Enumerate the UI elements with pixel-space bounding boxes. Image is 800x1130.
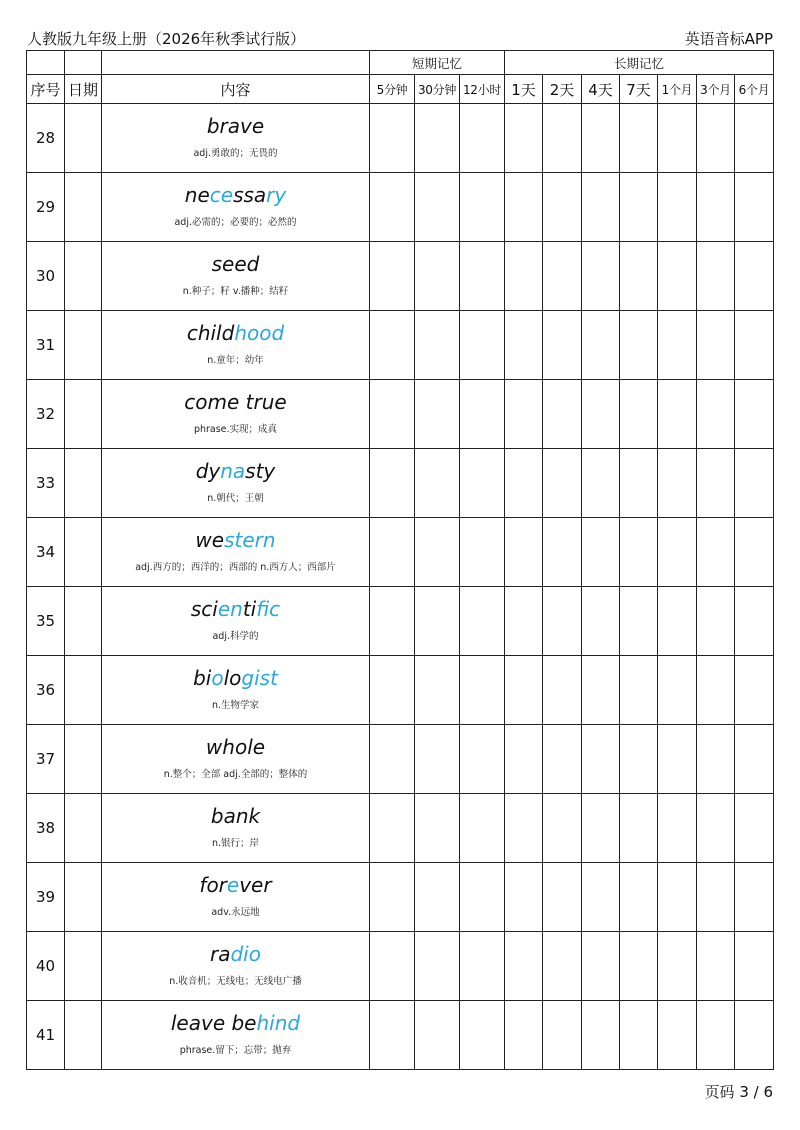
review-checkbox-cell[interactable] bbox=[370, 242, 415, 311]
word-definition: adv.永远地 bbox=[211, 907, 260, 918]
review-checkbox-cell[interactable] bbox=[415, 1001, 460, 1070]
review-checkbox-cell[interactable] bbox=[697, 863, 735, 932]
word-syllable-highlighted: o bbox=[211, 666, 224, 690]
review-checkbox-cell[interactable] bbox=[697, 173, 735, 242]
row-index: 35 bbox=[27, 587, 65, 656]
content-cell bbox=[102, 656, 370, 725]
review-checkbox-cell[interactable] bbox=[658, 863, 697, 932]
review-checkbox-cell[interactable] bbox=[735, 656, 774, 725]
word-definition: n.银行；岸 bbox=[211, 838, 260, 849]
word-syllable: brave bbox=[206, 114, 265, 138]
review-checkbox-cell[interactable] bbox=[370, 863, 415, 932]
review-checkbox-cell[interactable] bbox=[620, 380, 658, 449]
review-checkbox-cell[interactable] bbox=[620, 242, 658, 311]
review-checkbox-cell[interactable] bbox=[505, 518, 543, 587]
review-checkbox-cell[interactable] bbox=[543, 863, 582, 932]
date-cell bbox=[65, 242, 102, 311]
review-checkbox-cell[interactable] bbox=[460, 380, 505, 449]
review-checkbox-cell[interactable] bbox=[697, 311, 735, 380]
column-header-row bbox=[27, 75, 774, 104]
review-checkbox-cell[interactable] bbox=[460, 104, 505, 173]
table-row bbox=[27, 104, 774, 173]
table-row bbox=[27, 380, 774, 449]
word-definition: n.整个；全部 adj.全部的；整体的 bbox=[163, 769, 308, 780]
review-checkbox-cell[interactable] bbox=[620, 449, 658, 518]
vocabulary-word bbox=[102, 182, 369, 208]
table-row bbox=[27, 311, 774, 380]
table-row bbox=[27, 1001, 774, 1070]
review-checkbox-cell[interactable] bbox=[370, 1001, 415, 1070]
review-checkbox-cell[interactable] bbox=[460, 449, 505, 518]
row-index: 40 bbox=[27, 932, 65, 1001]
content-cell bbox=[102, 932, 370, 1001]
table-row bbox=[27, 449, 774, 518]
review-checkbox-cell[interactable] bbox=[415, 587, 460, 656]
review-interval-header: 5分钟 bbox=[370, 75, 415, 104]
word-syllable: bank bbox=[210, 804, 261, 828]
review-checkbox-cell[interactable] bbox=[543, 1001, 582, 1070]
table-row bbox=[27, 656, 774, 725]
word-syllable: whole bbox=[205, 735, 266, 759]
review-checkbox-cell[interactable] bbox=[370, 725, 415, 794]
review-checkbox-cell[interactable] bbox=[543, 173, 582, 242]
review-checkbox-cell[interactable] bbox=[620, 587, 658, 656]
review-checkbox-cell[interactable] bbox=[505, 656, 543, 725]
date-cell bbox=[65, 449, 102, 518]
review-checkbox-cell[interactable] bbox=[370, 587, 415, 656]
table-row bbox=[27, 518, 774, 587]
review-checkbox-cell[interactable] bbox=[415, 932, 460, 1001]
date-cell bbox=[65, 518, 102, 587]
review-checkbox-cell[interactable] bbox=[505, 242, 543, 311]
review-checkbox-cell[interactable] bbox=[415, 380, 460, 449]
word-syllable: lo bbox=[223, 666, 242, 690]
row-index: 28 bbox=[27, 104, 65, 173]
short-term-memory-header: 短期记忆 bbox=[370, 51, 505, 75]
review-checkbox-cell[interactable] bbox=[735, 173, 774, 242]
date-cell bbox=[65, 104, 102, 173]
review-checkbox-cell[interactable] bbox=[620, 794, 658, 863]
review-checkbox-cell[interactable] bbox=[543, 932, 582, 1001]
row-index: 38 bbox=[27, 794, 65, 863]
review-checkbox-cell[interactable] bbox=[582, 173, 620, 242]
review-checkbox-cell[interactable] bbox=[735, 242, 774, 311]
table-row bbox=[27, 242, 774, 311]
review-checkbox-cell[interactable] bbox=[697, 518, 735, 587]
review-checkbox-cell[interactable] bbox=[415, 656, 460, 725]
word-definition: adj.勇敢的；无畏的 bbox=[193, 148, 278, 159]
review-interval-header: 6个月 bbox=[735, 75, 774, 104]
word-syllable-highlighted: gist bbox=[241, 666, 278, 690]
content-cell bbox=[102, 863, 370, 932]
review-checkbox-cell[interactable] bbox=[543, 794, 582, 863]
review-checkbox-cell[interactable] bbox=[460, 932, 505, 1001]
word-syllable-highlighted: stern bbox=[224, 528, 276, 552]
review-checkbox-cell[interactable] bbox=[735, 863, 774, 932]
review-checkbox-cell[interactable] bbox=[697, 932, 735, 1001]
word-syllable-highlighted: hind bbox=[256, 1011, 301, 1035]
review-checkbox-cell[interactable] bbox=[505, 587, 543, 656]
review-checkbox-cell[interactable] bbox=[370, 932, 415, 1001]
vocabulary-word bbox=[102, 320, 369, 346]
review-checkbox-cell[interactable] bbox=[460, 173, 505, 242]
review-checkbox-cell[interactable] bbox=[370, 380, 415, 449]
review-checkbox-cell[interactable] bbox=[735, 725, 774, 794]
review-checkbox-cell[interactable] bbox=[415, 863, 460, 932]
word-definition: phrase.实现；成真 bbox=[193, 424, 278, 435]
word-definition: phrase.留下；忘带；抛弃 bbox=[179, 1045, 292, 1056]
review-checkbox-cell[interactable] bbox=[543, 311, 582, 380]
row-index: 29 bbox=[27, 173, 65, 242]
date-cell bbox=[65, 932, 102, 1001]
date-column-header: 日期 bbox=[65, 75, 102, 104]
review-checkbox-cell[interactable] bbox=[543, 656, 582, 725]
review-checkbox-cell[interactable] bbox=[460, 656, 505, 725]
review-checkbox-cell[interactable] bbox=[582, 587, 620, 656]
review-checkbox-cell[interactable] bbox=[658, 104, 697, 173]
review-checkbox-cell[interactable] bbox=[582, 104, 620, 173]
review-checkbox-cell[interactable] bbox=[582, 656, 620, 725]
table-row bbox=[27, 932, 774, 1001]
review-checkbox-cell[interactable] bbox=[460, 587, 505, 656]
review-checkbox-cell[interactable] bbox=[582, 380, 620, 449]
review-checkbox-cell[interactable] bbox=[620, 173, 658, 242]
review-checkbox-cell[interactable] bbox=[735, 1001, 774, 1070]
row-index: 34 bbox=[27, 518, 65, 587]
table-row bbox=[27, 863, 774, 932]
review-checkbox-cell[interactable] bbox=[658, 587, 697, 656]
review-checkbox-cell[interactable] bbox=[735, 380, 774, 449]
vocabulary-word bbox=[102, 665, 369, 691]
app-name: 英语音标APP bbox=[684, 30, 773, 48]
review-checkbox-cell[interactable] bbox=[415, 173, 460, 242]
review-checkbox-cell[interactable] bbox=[505, 863, 543, 932]
review-checkbox-cell[interactable] bbox=[697, 656, 735, 725]
vocabulary-word bbox=[102, 941, 369, 967]
table-row bbox=[27, 173, 774, 242]
review-checkbox-cell[interactable] bbox=[735, 449, 774, 518]
review-checkbox-cell[interactable] bbox=[658, 932, 697, 1001]
word-definition: adj.必需的；必要的；必然的 bbox=[174, 217, 297, 228]
review-checkbox-cell[interactable] bbox=[620, 863, 658, 932]
word-syllable: ti bbox=[242, 597, 257, 621]
word-syllable: ssa bbox=[233, 183, 267, 207]
review-checkbox-cell[interactable] bbox=[735, 104, 774, 173]
content-cell bbox=[102, 518, 370, 587]
date-cell bbox=[65, 863, 102, 932]
row-index: 36 bbox=[27, 656, 65, 725]
row-index: 37 bbox=[27, 725, 65, 794]
review-checkbox-cell[interactable] bbox=[582, 449, 620, 518]
word-syllable-highlighted: ry bbox=[266, 183, 287, 207]
content-cell bbox=[102, 587, 370, 656]
review-checkbox-cell[interactable] bbox=[735, 794, 774, 863]
review-checkbox-cell[interactable] bbox=[697, 449, 735, 518]
word-syllable: seed bbox=[211, 252, 260, 276]
review-checkbox-cell[interactable] bbox=[658, 1001, 697, 1070]
review-interval-header: 3个月 bbox=[697, 75, 735, 104]
word-syllable: sty bbox=[245, 459, 276, 483]
content-cell bbox=[102, 173, 370, 242]
review-checkbox-cell[interactable] bbox=[505, 311, 543, 380]
vocabulary-word bbox=[102, 803, 369, 829]
review-checkbox-cell[interactable] bbox=[415, 518, 460, 587]
review-checkbox-cell[interactable] bbox=[460, 311, 505, 380]
review-checkbox-cell[interactable] bbox=[505, 794, 543, 863]
review-checkbox-cell[interactable] bbox=[582, 725, 620, 794]
word-definition: n.生物学家 bbox=[211, 700, 260, 711]
review-interval-header: 1个月 bbox=[658, 75, 697, 104]
review-checkbox-cell[interactable] bbox=[582, 518, 620, 587]
word-syllable-highlighted: dio bbox=[230, 942, 261, 966]
vocabulary-word bbox=[102, 389, 369, 415]
word-syllable-highlighted: na bbox=[220, 459, 246, 483]
vocabulary-word bbox=[102, 113, 369, 139]
word-syllable-highlighted: e bbox=[226, 873, 240, 897]
date-cell bbox=[65, 173, 102, 242]
blank-cell bbox=[65, 51, 102, 75]
word-syllable: leave be bbox=[170, 1011, 257, 1035]
content-cell bbox=[102, 725, 370, 794]
word-syllable: we bbox=[195, 528, 225, 552]
review-checkbox-cell[interactable] bbox=[658, 173, 697, 242]
review-checkbox-cell[interactable] bbox=[505, 932, 543, 1001]
word-syllable-highlighted: hood bbox=[234, 321, 285, 345]
review-checkbox-cell[interactable] bbox=[543, 104, 582, 173]
review-checkbox-cell[interactable] bbox=[460, 242, 505, 311]
review-checkbox-cell[interactable] bbox=[370, 794, 415, 863]
date-cell bbox=[65, 656, 102, 725]
review-checkbox-cell[interactable] bbox=[505, 173, 543, 242]
review-checkbox-cell[interactable] bbox=[735, 311, 774, 380]
review-checkbox-cell[interactable] bbox=[370, 173, 415, 242]
review-checkbox-cell[interactable] bbox=[543, 380, 582, 449]
table-row bbox=[27, 794, 774, 863]
review-checkbox-cell[interactable] bbox=[735, 518, 774, 587]
word-syllable: ra bbox=[210, 942, 231, 966]
review-checkbox-cell[interactable] bbox=[620, 1001, 658, 1070]
review-checkbox-cell[interactable] bbox=[582, 242, 620, 311]
word-syllable-highlighted: ce bbox=[209, 183, 234, 207]
review-checkbox-cell[interactable] bbox=[460, 863, 505, 932]
review-interval-header: 1天 bbox=[505, 75, 543, 104]
review-checkbox-cell[interactable] bbox=[460, 794, 505, 863]
review-checkbox-cell[interactable] bbox=[658, 794, 697, 863]
date-cell bbox=[65, 794, 102, 863]
review-checkbox-cell[interactable] bbox=[620, 311, 658, 380]
word-syllable: come true bbox=[184, 390, 287, 414]
content-cell bbox=[102, 242, 370, 311]
vocabulary-review-table bbox=[26, 50, 774, 1070]
review-checkbox-cell[interactable] bbox=[658, 311, 697, 380]
review-interval-header: 7天 bbox=[620, 75, 658, 104]
review-checkbox-cell[interactable] bbox=[582, 794, 620, 863]
word-definition: n.童年；幼年 bbox=[207, 355, 264, 366]
review-interval-header: 4天 bbox=[582, 75, 620, 104]
content-cell bbox=[102, 311, 370, 380]
row-index: 31 bbox=[27, 311, 65, 380]
review-checkbox-cell[interactable] bbox=[697, 104, 735, 173]
review-checkbox-cell[interactable] bbox=[620, 932, 658, 1001]
content-cell bbox=[102, 104, 370, 173]
word-definition: n.种子；籽 v.播种；结籽 bbox=[182, 286, 289, 297]
long-term-memory-header: 长期记忆 bbox=[505, 51, 774, 75]
date-cell bbox=[65, 380, 102, 449]
review-checkbox-cell[interactable] bbox=[505, 725, 543, 794]
word-definition: adj.西方的；西洋的；西部的 n.西方人；西部片 bbox=[135, 562, 336, 573]
review-checkbox-cell[interactable] bbox=[505, 104, 543, 173]
review-checkbox-cell[interactable] bbox=[370, 449, 415, 518]
review-checkbox-cell[interactable] bbox=[658, 380, 697, 449]
review-interval-header: 12小时 bbox=[460, 75, 505, 104]
review-checkbox-cell[interactable] bbox=[620, 518, 658, 587]
review-checkbox-cell[interactable] bbox=[620, 725, 658, 794]
date-cell bbox=[65, 725, 102, 794]
row-index: 41 bbox=[27, 1001, 65, 1070]
word-definition: n.收音机；无线电；无线电广播 bbox=[169, 976, 302, 987]
word-syllable-highlighted: fic bbox=[256, 597, 281, 621]
word-syllable: bi bbox=[193, 666, 212, 690]
blank-cell bbox=[27, 51, 65, 75]
review-checkbox-cell[interactable] bbox=[582, 932, 620, 1001]
row-index: 33 bbox=[27, 449, 65, 518]
review-checkbox-cell[interactable] bbox=[697, 725, 735, 794]
review-checkbox-cell[interactable] bbox=[415, 449, 460, 518]
review-checkbox-cell[interactable] bbox=[735, 932, 774, 1001]
review-checkbox-cell[interactable] bbox=[505, 449, 543, 518]
word-syllable: ne bbox=[184, 183, 210, 207]
date-cell bbox=[65, 1001, 102, 1070]
content-cell bbox=[102, 449, 370, 518]
review-checkbox-cell[interactable] bbox=[460, 518, 505, 587]
vocabulary-word bbox=[102, 872, 369, 898]
review-checkbox-cell[interactable] bbox=[370, 311, 415, 380]
vocabulary-word bbox=[102, 527, 369, 553]
row-index: 32 bbox=[27, 380, 65, 449]
review-checkbox-cell[interactable] bbox=[543, 518, 582, 587]
review-checkbox-cell[interactable] bbox=[658, 449, 697, 518]
vocabulary-word bbox=[102, 596, 369, 622]
content-cell bbox=[102, 1001, 370, 1070]
word-syllable: sci bbox=[190, 597, 218, 621]
review-checkbox-cell[interactable] bbox=[697, 587, 735, 656]
review-checkbox-cell[interactable] bbox=[543, 242, 582, 311]
review-checkbox-cell[interactable] bbox=[543, 449, 582, 518]
review-checkbox-cell[interactable] bbox=[658, 518, 697, 587]
review-checkbox-cell[interactable] bbox=[735, 587, 774, 656]
review-checkbox-cell[interactable] bbox=[658, 725, 697, 794]
review-checkbox-cell[interactable] bbox=[543, 725, 582, 794]
review-checkbox-cell[interactable] bbox=[370, 656, 415, 725]
review-checkbox-cell[interactable] bbox=[415, 104, 460, 173]
group-header-row bbox=[27, 51, 774, 75]
review-interval-header: 2天 bbox=[543, 75, 582, 104]
index-column-header: 序号 bbox=[27, 75, 65, 104]
table-row bbox=[27, 587, 774, 656]
review-checkbox-cell[interactable] bbox=[582, 863, 620, 932]
review-checkbox-cell[interactable] bbox=[415, 794, 460, 863]
word-definition: n.朝代；王朝 bbox=[207, 493, 264, 504]
review-checkbox-cell[interactable] bbox=[582, 1001, 620, 1070]
review-checkbox-cell[interactable] bbox=[697, 380, 735, 449]
table-row bbox=[27, 725, 774, 794]
date-cell bbox=[65, 587, 102, 656]
review-checkbox-cell[interactable] bbox=[697, 794, 735, 863]
review-checkbox-cell[interactable] bbox=[505, 380, 543, 449]
review-checkbox-cell[interactable] bbox=[697, 242, 735, 311]
word-syllable: ver bbox=[239, 873, 272, 897]
review-checkbox-cell[interactable] bbox=[415, 311, 460, 380]
review-checkbox-cell[interactable] bbox=[370, 104, 415, 173]
word-syllable: dy bbox=[195, 459, 221, 483]
review-checkbox-cell[interactable] bbox=[697, 1001, 735, 1070]
review-checkbox-cell[interactable] bbox=[658, 242, 697, 311]
word-syllable: for bbox=[199, 873, 227, 897]
review-checkbox-cell[interactable] bbox=[505, 1001, 543, 1070]
review-checkbox-cell[interactable] bbox=[620, 104, 658, 173]
word-syllable: child bbox=[186, 321, 235, 345]
vocabulary-word bbox=[102, 1010, 369, 1036]
review-checkbox-cell[interactable] bbox=[543, 587, 582, 656]
document-title: 人教版九年级上册（2026年秋季试行版） bbox=[27, 30, 306, 48]
blank-cell bbox=[102, 51, 370, 75]
content-cell bbox=[102, 794, 370, 863]
word-definition: adj.科学的 bbox=[212, 631, 259, 642]
review-checkbox-cell[interactable] bbox=[415, 725, 460, 794]
vocabulary-word bbox=[102, 458, 369, 484]
review-checkbox-cell[interactable] bbox=[370, 518, 415, 587]
review-checkbox-cell[interactable] bbox=[460, 1001, 505, 1070]
word-syllable-highlighted: en bbox=[217, 597, 243, 621]
review-checkbox-cell[interactable] bbox=[620, 656, 658, 725]
content-cell bbox=[102, 380, 370, 449]
page-number: 页码 3 / 6 bbox=[704, 1083, 773, 1101]
review-checkbox-cell[interactable] bbox=[415, 242, 460, 311]
review-interval-header: 30分钟 bbox=[415, 75, 460, 104]
review-checkbox-cell[interactable] bbox=[460, 725, 505, 794]
vocabulary-word bbox=[102, 734, 369, 760]
review-checkbox-cell[interactable] bbox=[582, 311, 620, 380]
row-index: 39 bbox=[27, 863, 65, 932]
vocabulary-word bbox=[102, 251, 369, 277]
content-column-header: 内容 bbox=[102, 75, 370, 104]
row-index: 30 bbox=[27, 242, 65, 311]
review-checkbox-cell[interactable] bbox=[658, 656, 697, 725]
date-cell bbox=[65, 311, 102, 380]
